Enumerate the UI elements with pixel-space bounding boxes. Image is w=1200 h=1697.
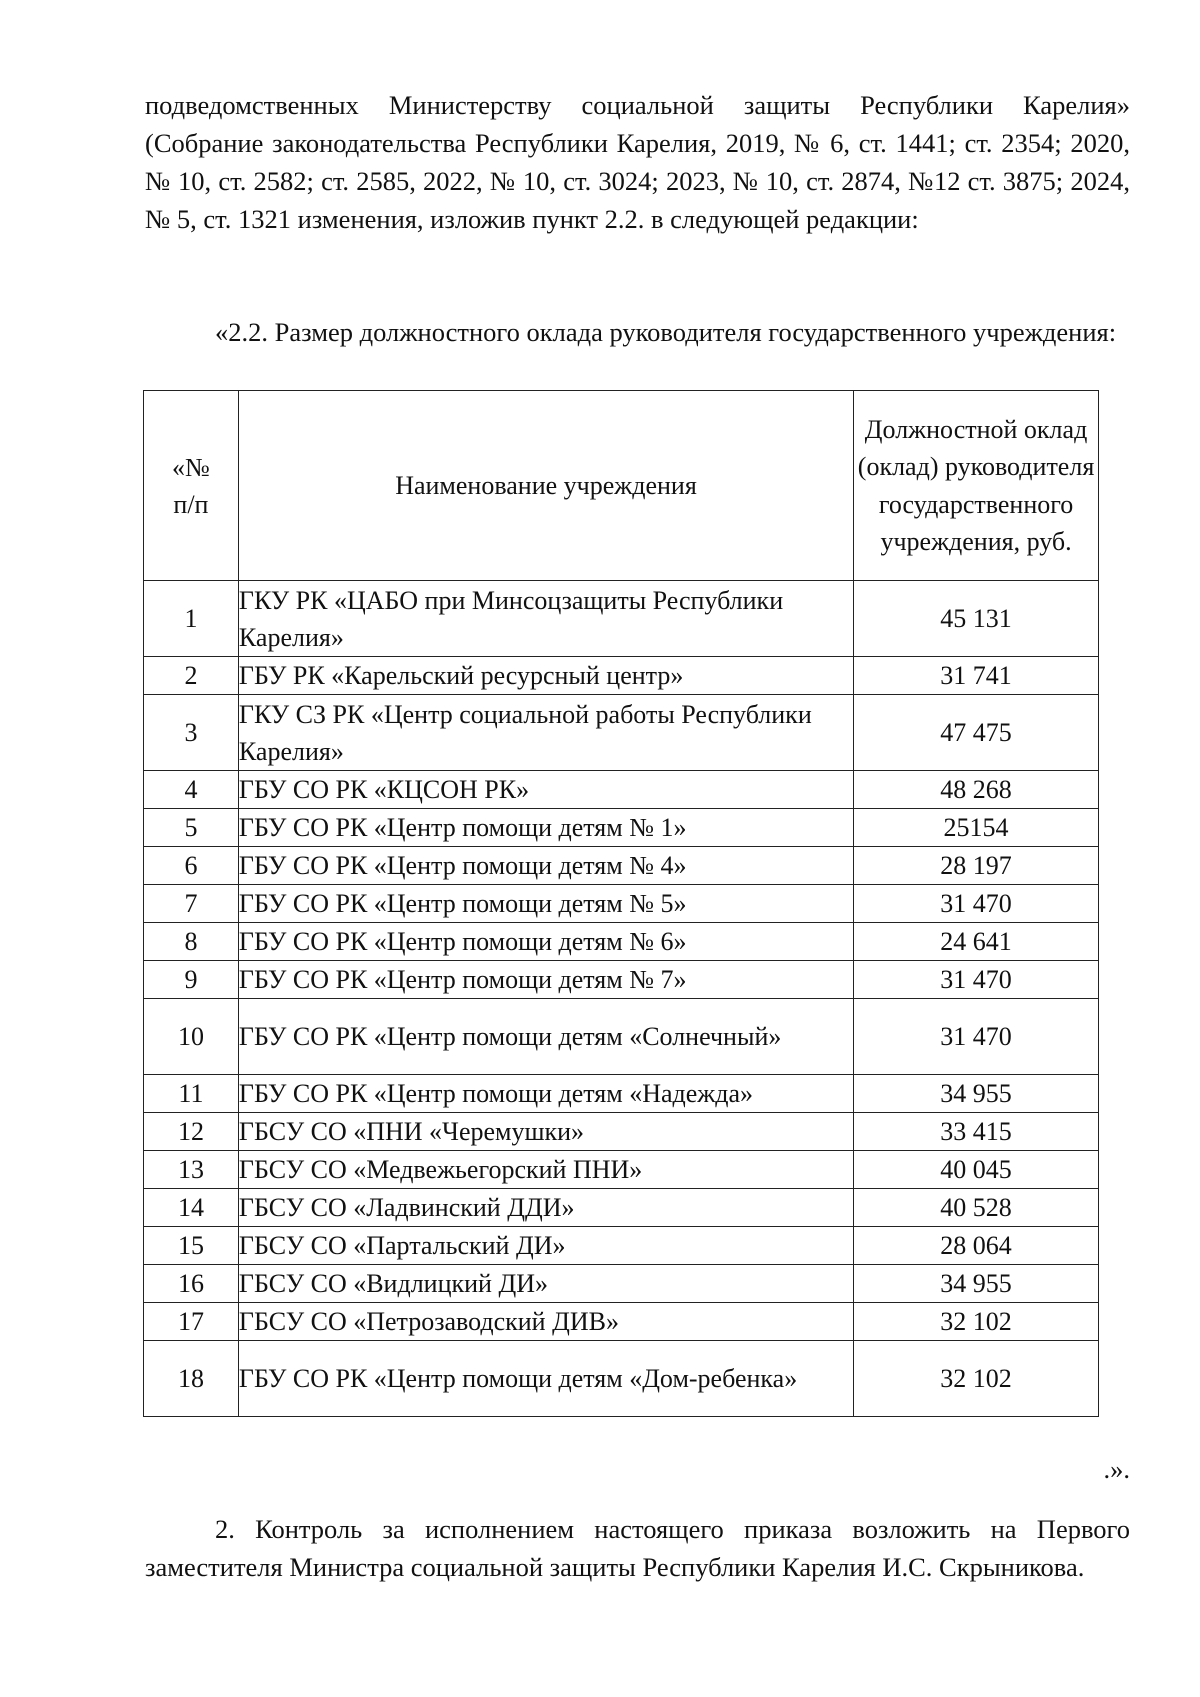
table-row [144, 1227, 1099, 1265]
row-number: 12 [144, 1113, 239, 1151]
table-row [144, 1075, 1099, 1113]
row-institution-name: ГБСУ СО «Видлицкий ДИ» [238, 1265, 853, 1303]
table-header-row [144, 391, 1099, 581]
table-row [144, 1265, 1099, 1303]
row-salary: 32 102 [854, 1341, 1099, 1417]
row-number: 13 [144, 1151, 239, 1189]
row-salary: 47 475 [854, 695, 1099, 771]
row-salary: 31 470 [854, 961, 1099, 999]
row-institution-name: ГБУ СО РК «Центр помощи детям № 1» [238, 809, 853, 847]
row-institution-name: ГБУ СО РК «Центр помощи детям «Солнечный» [238, 999, 853, 1075]
row-institution-name: ГБСУ СО «ПНИ «Черемушки» [238, 1113, 853, 1151]
row-salary: 24 641 [854, 923, 1099, 961]
row-salary: 31 741 [854, 657, 1099, 695]
row-institution-name: ГБУ РК «Карельский ресурсный центр» [238, 657, 853, 695]
row-number: 14 [144, 1189, 239, 1227]
row-institution-name: ГБСУ СО «Ладвинский ДДИ» [238, 1189, 853, 1227]
row-salary: 34 955 [854, 1265, 1099, 1303]
table-row [144, 923, 1099, 961]
header-number: «№ п/п [144, 391, 239, 581]
row-institution-name: ГБСУ СО «Петрозаводский ДИВ» [238, 1303, 853, 1341]
header-institution-name: Наименование учреждения [238, 391, 853, 581]
row-number: 5 [144, 809, 239, 847]
table-row [144, 1341, 1099, 1417]
table-body [144, 581, 1099, 1417]
row-salary: 31 470 [854, 999, 1099, 1075]
table-row [144, 885, 1099, 923]
row-salary: 34 955 [854, 1075, 1099, 1113]
closing-quote-mark: .». [1103, 1454, 1130, 1484]
row-salary: 28 197 [854, 847, 1099, 885]
table-row [144, 1189, 1099, 1227]
table-row [144, 1113, 1099, 1151]
intro-paragraph: подведомственных Министерству социальной защиты Республики Карелия» (Собрание законодательства Республики Карелия, 2019, № 6, ст. 1441; ст. 2354; 2020, № 10, ст. 2582; ст. 2585, 2022, № 10, ст. 3024; 2023, № 10, ст. 2874, №12 ст. 3875; 2024, № 5, ст. 1321 изменения, изложив пункт 2.2. в следующей редакции: [145, 90, 1130, 234]
row-institution-name: ГБУ СО РК «Центр помощи детям «Дом-ребенка» [238, 1341, 853, 1417]
row-number: 15 [144, 1227, 239, 1265]
row-number: 2 [144, 657, 239, 695]
table-row [144, 695, 1099, 771]
row-number: 1 [144, 581, 239, 657]
clause-paragraph: «2.2. Размер должностного оклада руководителя государственного учреждения: [215, 317, 1117, 347]
row-number: 6 [144, 847, 239, 885]
row-number: 4 [144, 771, 239, 809]
row-institution-name: ГБУ СО РК «КЦСОН РК» [238, 771, 853, 809]
row-salary: 45 131 [854, 581, 1099, 657]
row-salary: 33 415 [854, 1113, 1099, 1151]
row-salary: 48 268 [854, 771, 1099, 809]
row-number: 16 [144, 1265, 239, 1303]
table-row [144, 999, 1099, 1075]
control-paragraph: 2. Контроль за исполнением настоящего приказа возложить на Первого заместителя Министра социальной защиты Республики Карелия И.С. Скрыникова. [145, 1514, 1130, 1582]
row-number: 11 [144, 1075, 239, 1113]
row-salary: 25154 [854, 809, 1099, 847]
row-number: 18 [144, 1341, 239, 1417]
row-institution-name: ГБСУ СО «Партальский ДИ» [238, 1227, 853, 1265]
row-salary: 28 064 [854, 1227, 1099, 1265]
row-number: 7 [144, 885, 239, 923]
row-salary: 32 102 [854, 1303, 1099, 1341]
table-row [144, 847, 1099, 885]
row-number: 3 [144, 695, 239, 771]
row-institution-name: ГБУ СО РК «Центр помощи детям № 5» [238, 885, 853, 923]
table-row [144, 771, 1099, 809]
row-number: 9 [144, 961, 239, 999]
row-number: 10 [144, 999, 239, 1075]
row-institution-name: ГКУ РК «ЦАБО при Минсоцзащиты Республики Карелия» [238, 581, 853, 657]
row-institution-name: ГБУ СО РК «Центр помощи детям № 6» [238, 923, 853, 961]
salary-table [143, 390, 1099, 1417]
row-institution-name: ГКУ СЗ РК «Центр социальной работы Республики Карелия» [238, 695, 853, 771]
table-row [144, 657, 1099, 695]
table-row [144, 581, 1099, 657]
row-salary: 31 470 [854, 885, 1099, 923]
row-institution-name: ГБУ СО РК «Центр помощи детям «Надежда» [238, 1075, 853, 1113]
row-institution-name: ГБУ СО РК «Центр помощи детям № 7» [238, 961, 853, 999]
header-salary: Должностной оклад (оклад) руководителя государственного учреждения, руб. [854, 391, 1099, 581]
table-row [144, 961, 1099, 999]
row-number: 8 [144, 923, 239, 961]
table-row [144, 809, 1099, 847]
row-institution-name: ГБСУ СО «Медвежьегорский ПНИ» [238, 1151, 853, 1189]
row-salary: 40 045 [854, 1151, 1099, 1189]
row-number: 17 [144, 1303, 239, 1341]
row-salary: 40 528 [854, 1189, 1099, 1227]
row-institution-name: ГБУ СО РК «Центр помощи детям № 4» [238, 847, 853, 885]
table-row [144, 1151, 1099, 1189]
table-row [144, 1303, 1099, 1341]
